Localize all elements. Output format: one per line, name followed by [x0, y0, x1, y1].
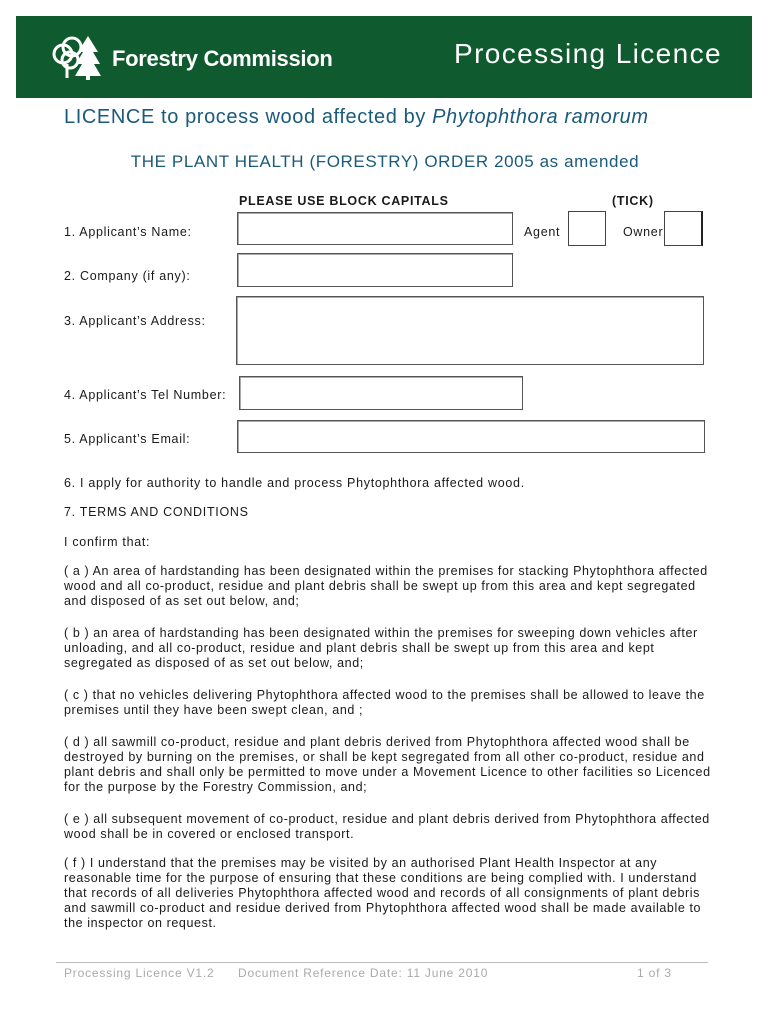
licence-title-text: LICENCE to process wood affected by — [64, 106, 433, 128]
footer-version: Processing Licence V1.2 — [64, 966, 215, 980]
order-subtitle: THE PLANT HEALTH (FORESTRY) ORDER 2005 as amended — [130, 152, 640, 171]
address-field[interactable] — [236, 296, 704, 365]
licence-title — [64, 106, 649, 129]
condition-d: ( d ) all sawmill co-product, residue and plant debris derived from Phytophthora affected wood shall be destroyed by burning on the premises, or shall be kept segregated from all other co-product, residue and plant debris and shall only be permitted to move under a Movement Licence to other facilities so Licenced for the purpose by the Forestry Commission, and; — [64, 735, 711, 794]
condition-e: ( e ) all subsequent movement of co-product, residue and plant debris derived from Phytophthora affected wood shall be in covered or enclosed transport. — [64, 812, 710, 841]
condition-b: ( b ) an area of hardstanding has been designated within the premises for sweeping down vehicles after unloading, and all co-product, residue and plant debris shall be swept up from this area and kept segregated as disposed of as set out below, and; — [64, 626, 698, 670]
owner-label: Owner — [623, 225, 664, 239]
applicant-name-field[interactable] — [237, 212, 513, 245]
footer-page-number: 1 of 3 — [637, 966, 672, 980]
footer-reference: Document Reference Date: 11 June 2010 — [238, 966, 489, 980]
condition-c: ( c ) that no vehicles delivering Phytophthora affected wood to the premises shall be allowed to leave the premises until they have been swept clean, and ; — [64, 688, 705, 717]
terms-heading: 7. TERMS AND CONDITIONS — [64, 505, 249, 519]
email-field[interactable] — [237, 420, 705, 453]
applicant-name-label: 1. Applicant’s Name: — [64, 225, 192, 239]
block-capitals-instruction: PLEASE USE BLOCK CAPITALS — [239, 194, 449, 208]
tick-header: (TICK) — [612, 194, 654, 208]
company-label: 2. Company (if any): — [64, 269, 191, 283]
header-banner — [16, 16, 752, 98]
apply-statement: 6. I apply for authority to handle and process Phytophthora affected wood. — [64, 476, 525, 490]
tel-number-label: 4. Applicant’s Tel Number: — [64, 388, 227, 402]
tel-number-field[interactable] — [239, 376, 523, 410]
condition-f: ( f ) I understand that the premises may be visited by an authorised Plant Health Inspector at any reasonable time for the purpose of ensuring that these conditions are being complied with. I understand that records of all deliveries Phytophthora affected wood and records of all consignments of plant debris and sawmill co-product and residue derived from Phytophthora affected wood shall be made available to the inspector on request. — [64, 856, 702, 930]
owner-checkbox[interactable] — [664, 211, 703, 246]
condition-a: ( a ) An area of hardstanding has been designated within the premises for stacking Phytophthora affected wood and all co-product, residue and plant debris shall be swept up from this area and kept segregated and disposed of as set out below, and; — [64, 564, 708, 608]
agent-label: Agent — [524, 225, 561, 239]
tree-logo-icon — [50, 34, 102, 80]
species-name: Phytophthora ramorum — [432, 106, 649, 128]
agent-checkbox[interactable] — [568, 211, 606, 246]
document-title: Processing Licence — [454, 38, 722, 69]
email-label: 5. Applicant’s Email: — [64, 432, 191, 446]
address-label: 3. Applicant’s Address: — [64, 314, 206, 328]
footer-divider — [56, 962, 708, 963]
brand-name: Forestry Commission — [112, 46, 333, 71]
company-field[interactable] — [237, 253, 513, 287]
confirm-text: I confirm that: — [64, 535, 151, 549]
